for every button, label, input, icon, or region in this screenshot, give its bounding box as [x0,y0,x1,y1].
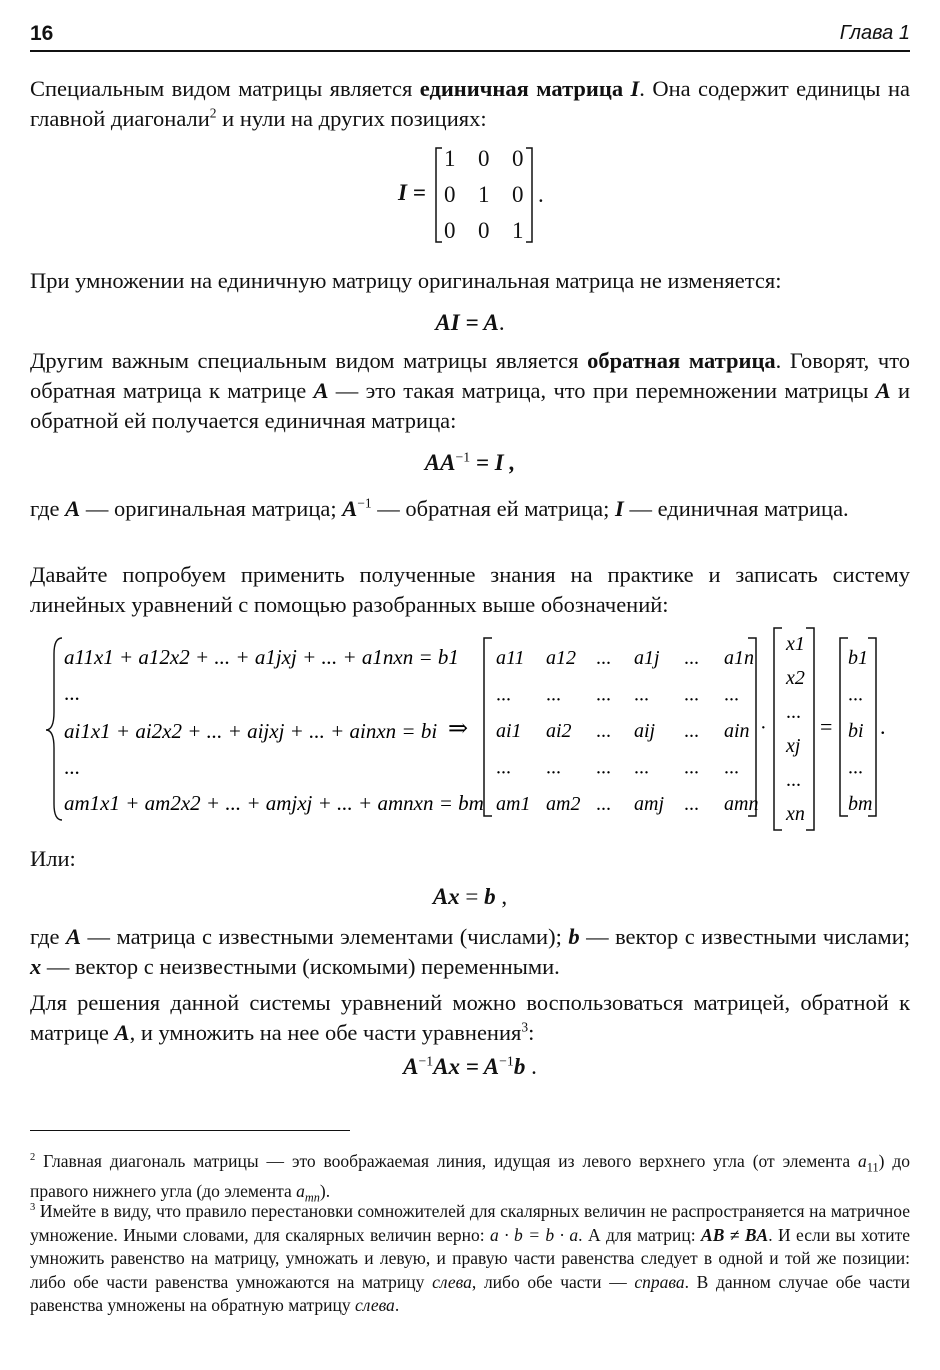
implies-arrow: ⇒ [448,716,469,742]
x-vector-cell: ... [786,701,801,723]
matrix-a-cell: ... [596,756,611,779]
paragraph-definitions: где A — оригинальная матрица; $A^{-1}$ — обратная ей матрица; I — единичная матрица. [30,495,849,521]
term-identity-matrix: единичная матрица [419,76,624,101]
equation-inverse: $AA^{-1} = I$ , [424,449,516,475]
footnote-3: $^3$ Имейте в виду, что правило перестановки сомножителей для скалярных величин не распространяется на матричное умножение. Иными словами, для скалярных величин верно: a · b = b · a. А для матриц: AB ≠ BA. И если вы хотите умножить равенство на матрицу, умножать и левую, и правую части равенства следует в одной и той же позиции: либо обе части равенства умножаются на матрицу слева, либо обе части — справа. В данном случае обе части равенства умножены на обратную матрицу слева. [30,1201,911,1315]
term-inverse-matrix: обратная матрица [587,348,776,373]
b-vector-cell: bi [848,720,864,742]
footnote-separator [30,1130,350,1131]
x-vector-cell: x2 [786,667,805,689]
equation-ai-equals-a: AI = A. [435,310,505,335]
equation-final: $A^{-1}Ax = A^{-1}b$ . [403,1053,537,1079]
matrix-a-cell: a1n [724,647,754,669]
matrix-a-cell: ... [596,793,611,815]
equation-row-i: ai1x1 + ai2x2 + ... + aijxj + ... + ainxn = bi [64,719,438,743]
matrix-a-cell: ... [684,683,699,706]
page-header [30,20,910,52]
footnote-ref-2[interactable]: 2 [209,105,217,121]
matrix-a-cell: a1j [634,647,660,669]
identity-matrix [398,140,558,250]
paragraph-system-intro: Давайте попробуем применить полученные знания на практике и записать систему линейных уравнений с помощью разобранных выше обозначений: [30,562,910,617]
paragraph-solution: Для решения данной системы уравнений можно воспользоваться матрицей, обратной к матрице A, и умножить на нее обе части уравнения$^3$: [30,990,910,1045]
matrix-a-cell: ai2 [546,720,572,742]
paragraph-inverse-intro: Другим важным специальным видом матрицы является обратная матрица. Говорят, что обратная матрица к матрице A — это такая матрица, что при перемножении матрицы A и обратной ей получается единичная матрица: [30,348,910,433]
identity-cell: 0 [478,218,490,243]
matrix-a-cell: ... [546,683,561,706]
matrix-a-cell: ... [596,647,611,669]
x-vector-cell: x1 [786,633,805,655]
identity-cell: 0 [444,218,456,243]
matrix-a-cell: ... [596,720,611,742]
equation-dots-2: ... [64,755,80,779]
identity-cell: 0 [512,146,524,171]
matrix-a-cell: am1 [496,793,531,815]
identity-cell: 0 [444,182,456,207]
matrix-a-cell: ... [684,647,699,669]
matrix-a-cell: am2 [546,793,581,815]
paragraph-identity-intro: Специальным видом матрицы является единичная матрица I. Она содержит единицы на главной диагонали$^2$ и нули на других позициях: [30,76,910,131]
b-vector-left-bracket [840,638,848,816]
equals-sign: = [820,714,833,739]
b-vector-cell: bm [848,793,873,815]
identity-cell: 0 [512,182,524,207]
chapter-title: Глава 1 [839,22,910,44]
identity-label: I = [398,180,426,205]
identity-period: . [538,182,544,207]
matrix-a-cell: ... [596,683,611,706]
x-vector-right-bracket [806,628,814,830]
matrix-a-cell: a11 [496,647,525,669]
matrix-a-cell: ... [684,756,699,779]
matrix-a-cell: ... [684,720,699,742]
linear-system [30,624,910,836]
matrix-a-cell: ai1 [496,720,522,742]
identity-cell: 0 [478,146,490,171]
matrix-a-cell: ... [684,793,699,815]
matrix-a-cell: ... [546,756,561,779]
system-brace [46,638,62,820]
b-vector-right-bracket [868,638,876,816]
equation-ax-equals-b: Ax = b , [432,884,508,909]
paragraph-or: Или: [30,846,76,871]
x-vector-cell: xn [786,803,805,825]
equation-row-m: am1x1 + am2x2 + ... + amjxj + ... + amnxn = bm [64,791,484,815]
equation-dots-1: ... [64,681,80,705]
footnote-2: $^2$ Главная диагональ матрицы — это воображаемая линия, идущая из левого верхнего угла (от элемента $a_{11}$) до правого нижнего угла (до элемента $a_{mn}$). [30,1151,910,1205]
identity-cell: 1 [478,182,490,207]
matrix-a-cell: ... [496,683,511,706]
b-vector-cell: ... [848,683,863,706]
x-vector-cell: ... [786,769,801,791]
paragraph-where: где A — матрица с известными элементами (числами); b — вектор с известными числами; x — вектор с неизвестными (искомыми) переменными. [30,924,910,979]
b-vector-cell: ... [848,756,863,779]
x-vector-cell: xj [786,735,801,757]
identity-cell: 1 [444,146,456,171]
x-vector-left-bracket [774,628,782,830]
b-vector-cell: b1 [848,647,868,669]
equation-row-1: a11x1 + a12x2 + ... + a1jxj + ... + a1nxn = b1 [64,645,459,669]
matrix-a-cell: aij [634,720,656,742]
page-number: 16 [30,22,54,45]
multiply-dot: · [760,717,767,739]
matrix-a-cell: a12 [546,647,576,669]
matrix-a-cell: ... [496,756,511,779]
matrix-a-cell: ... [724,683,739,706]
matrix-a-cell: ... [634,683,649,706]
system-period: . [880,714,886,739]
paragraph-multiplication: При умножении на единичную матрицу оригинальная матрица не изменяется: [30,268,782,293]
footnote-ref-3[interactable]: 3 [521,1019,529,1035]
matrix-a-left-bracket [484,638,492,816]
matrix-a-cell: ain [724,720,750,742]
matrix-a-cell: amn [724,793,759,815]
identity-cell: 1 [512,218,524,243]
matrix-a-cell: amj [634,793,664,815]
matrix-a-cell: ... [724,756,739,779]
matrix-a-cell: ... [634,756,649,779]
